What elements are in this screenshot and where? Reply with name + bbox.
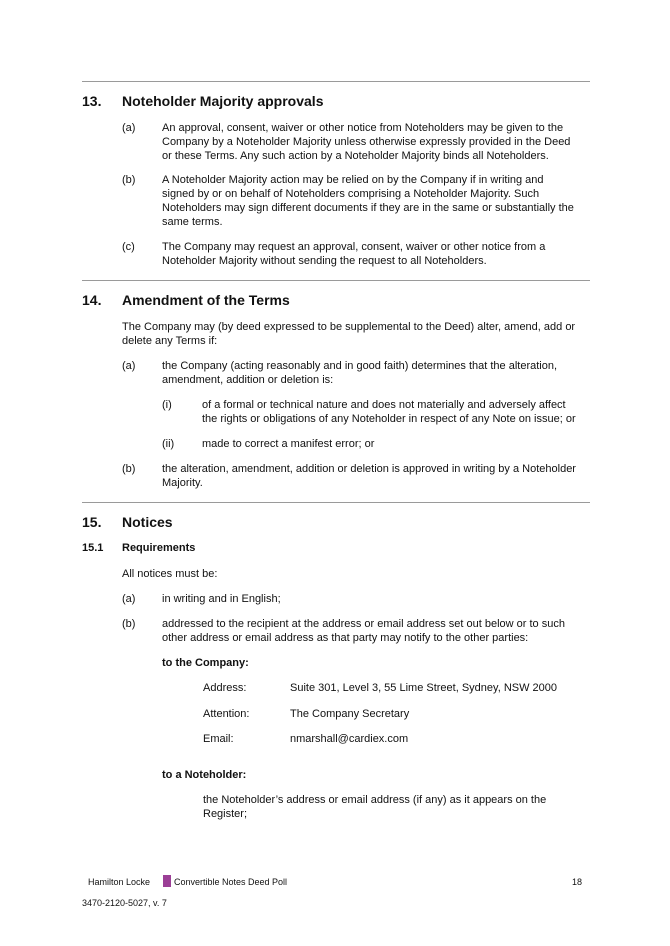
subclause-line: the rights or obligations of any Noteholder in respect of any Note on issue; or — [202, 413, 576, 425]
divider — [82, 502, 590, 503]
divider — [82, 81, 590, 82]
paragraph-line: Register; — [203, 808, 248, 820]
clause-line: An approval, consent, waiver or other notice from Noteholders may be given to the — [162, 122, 564, 134]
clause-label: (b) — [122, 618, 136, 630]
clause-line: addressed to the recipient at the address or email address set out below or to such — [162, 618, 565, 630]
clause-line: Noteholders may sign different documents if they are in the same or substantially the — [162, 202, 574, 214]
clause-line: Majority. — [162, 477, 203, 489]
company-heading: to the Company: — [162, 657, 249, 669]
clause-label: (c) — [122, 241, 135, 253]
detail-value: The Company Secretary — [290, 708, 410, 720]
clause-line: Noteholder Majority without sending the request to all Noteholders. — [162, 255, 487, 267]
clause-label: (a) — [122, 593, 136, 605]
footer-firm: Hamilton Locke — [88, 877, 151, 887]
paragraph-line: delete any Terms if: — [122, 335, 218, 347]
clause-line: A Noteholder Majority action may be relied on by the Company if in writing and — [162, 174, 544, 186]
clause-label: (a) — [122, 122, 136, 134]
subsection-heading: Requirements — [122, 542, 196, 554]
detail-value: nmarshall@cardiex.com — [290, 733, 409, 745]
clause-label: (b) — [122, 174, 136, 186]
clause-line: Company by a Noteholder Majority unless otherwise expressly provided in the Deed — [162, 136, 571, 148]
detail-label: Attention: — [203, 708, 250, 720]
section-number: 15. — [82, 514, 102, 530]
section-number: 13. — [82, 93, 102, 109]
subclause-label: (ii) — [162, 438, 175, 450]
clause-line: or these Terms. Any such action by a Noteholder Majority binds all Noteholders. — [162, 150, 549, 162]
subsection-number: 15.1 — [82, 542, 104, 554]
section-heading: Notices — [122, 514, 173, 530]
paragraph-line: All notices must be: — [122, 568, 218, 580]
clause-line: in writing and in English; — [162, 593, 281, 605]
detail-label: Email: — [203, 733, 234, 745]
paragraph-line: The Company may (by deed expressed to be supplemental to the Deed) alter, amend, add or — [122, 321, 576, 333]
detail-label: Address: — [203, 682, 247, 694]
subclause-label: (i) — [162, 399, 172, 411]
section-heading: Noteholder Majority approvals — [122, 93, 324, 109]
clause-line: the alteration, amendment, addition or deletion is approved in writing by a Noteholder — [162, 463, 576, 475]
clause-line: other address or email address as that party may notify to the other parties: — [162, 632, 529, 644]
clause-line: signed by or on behalf of Noteholders comprising a Noteholder Majority. Such — [162, 188, 540, 200]
paragraph-line: the Noteholder’s address or email address (if any) as it appears on the — [203, 794, 547, 806]
clause-line: same terms. — [162, 216, 223, 228]
section-number: 14. — [82, 292, 102, 308]
clause-line: the Company (acting reasonably and in good faith) determines that the alteration, — [162, 360, 558, 372]
clause-label: (b) — [122, 463, 136, 475]
subclause-line: made to correct a manifest error; or — [202, 438, 375, 450]
clause-line: amendment, addition or deletion is: — [162, 374, 334, 386]
subclause-line: of a formal or technical nature and does not materially and adversely affect — [202, 399, 566, 411]
section-heading: Amendment of the Terms — [122, 292, 290, 308]
document-reference: 3470-2120-5027, v. 7 — [82, 898, 167, 908]
divider — [82, 280, 590, 281]
clause-label: (a) — [122, 360, 136, 372]
detail-value: Suite 301, Level 3, 55 Lime Street, Sydney, NSW 2000 — [290, 682, 558, 694]
footer-doc-title: Convertible Notes Deed Poll — [174, 877, 288, 887]
clause-line: The Company may request an approval, consent, waiver or other notice from a — [162, 241, 546, 253]
noteholder-heading: to a Noteholder: — [162, 769, 247, 781]
footer-accent-square — [163, 875, 171, 887]
page-number: 18 — [572, 877, 583, 887]
